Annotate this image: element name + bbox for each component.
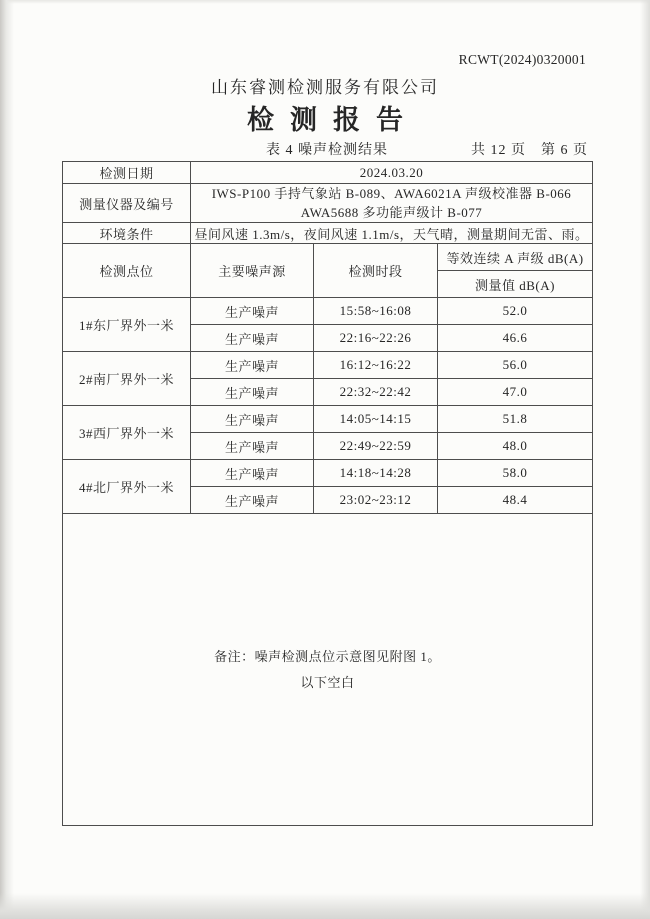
environment-label-cell: 环境条件	[63, 223, 191, 244]
table-caption: 表 4 噪声检测结果	[266, 143, 388, 158]
noise-source-cell: 生产噪声	[191, 379, 314, 406]
period-cell: 15:58~16:08	[314, 298, 438, 325]
table-row	[63, 352, 593, 379]
table-row	[63, 460, 593, 487]
scan-edge-top	[0, 0, 650, 4]
noise-source-cell: 生产噪声	[191, 460, 314, 487]
scan-edge-right	[640, 0, 650, 919]
value-cell: 47.0	[438, 379, 593, 406]
instrument-line-2: AWA5688 多功能声级计 B-077	[300, 205, 483, 220]
period-cell: 14:05~14:15	[314, 406, 438, 433]
noise-source-cell: 生产噪声	[191, 487, 314, 514]
instrument-line-1: IWS-P100 手持气象站 B-089、AWA6021A 声级校准器 B-066	[211, 186, 572, 201]
company-name: 山东睿测检测服务有限公司	[211, 78, 439, 97]
point-label-cell: 3#西厂界外一米	[63, 406, 191, 460]
column-header-point: 检测点位	[63, 244, 191, 298]
subtitle-row	[62, 139, 592, 159]
period-cell: 14:18~14:28	[314, 460, 438, 487]
report-title: 检测报告	[247, 105, 419, 135]
report-serial-number: RCWT(2024)0320001	[458, 52, 586, 67]
remark-line: 备注：噪声检测点位示意图见附图 1。	[214, 648, 441, 664]
value-cell: 48.0	[438, 433, 593, 460]
value-cell: 56.0	[438, 352, 593, 379]
value-cell: 46.6	[438, 325, 593, 352]
date-value-cell: 2024.03.20	[191, 162, 593, 184]
period-cell: 16:12~16:22	[314, 352, 438, 379]
table-row	[63, 406, 593, 433]
blank-note-line: 以下空白	[300, 674, 355, 690]
column-header-source: 主要噪声源	[191, 244, 314, 298]
noise-results-table	[62, 161, 593, 826]
table-row	[63, 298, 593, 325]
period-cell: 23:02~23:12	[314, 487, 438, 514]
column-header-measured-value: 测量值 dB(A)	[438, 271, 593, 298]
noise-source-cell: 生产噪声	[191, 298, 314, 325]
instrument-value-cell	[191, 184, 593, 223]
value-cell: 52.0	[438, 298, 593, 325]
value-cell: 58.0	[438, 460, 593, 487]
value-cell: 48.4	[438, 487, 593, 514]
remark-cell	[63, 514, 593, 826]
scan-edge-bottom	[0, 893, 650, 919]
noise-source-cell: 生产噪声	[191, 325, 314, 352]
noise-source-cell: 生产噪声	[191, 406, 314, 433]
noise-source-cell: 生产噪声	[191, 433, 314, 460]
column-header-period: 检测时段	[314, 244, 438, 298]
date-label-cell: 检测日期	[63, 162, 191, 184]
point-label-cell: 4#北厂界外一米	[63, 460, 191, 514]
instrument-label-cell: 测量仪器及编号	[63, 184, 191, 223]
noise-source-cell: 生产噪声	[191, 352, 314, 379]
scan-edge-left	[0, 0, 14, 919]
period-cell: 22:49~22:59	[314, 433, 438, 460]
period-cell: 22:16~22:26	[314, 325, 438, 352]
environment-value-cell: 昼间风速 1.3m/s，夜间风速 1.1m/s，天气晴，测量期间无雷、雨。	[191, 223, 593, 244]
page-indicator: 共 12 页 第 6 页	[471, 143, 588, 158]
period-cell: 22:32~22:42	[314, 379, 438, 406]
value-cell: 51.8	[438, 406, 593, 433]
point-label-cell: 1#东厂界外一米	[63, 298, 191, 352]
column-header-level: 等效连续 A 声级 dB(A)	[438, 244, 593, 271]
point-label-cell: 2#南厂界外一米	[63, 352, 191, 406]
